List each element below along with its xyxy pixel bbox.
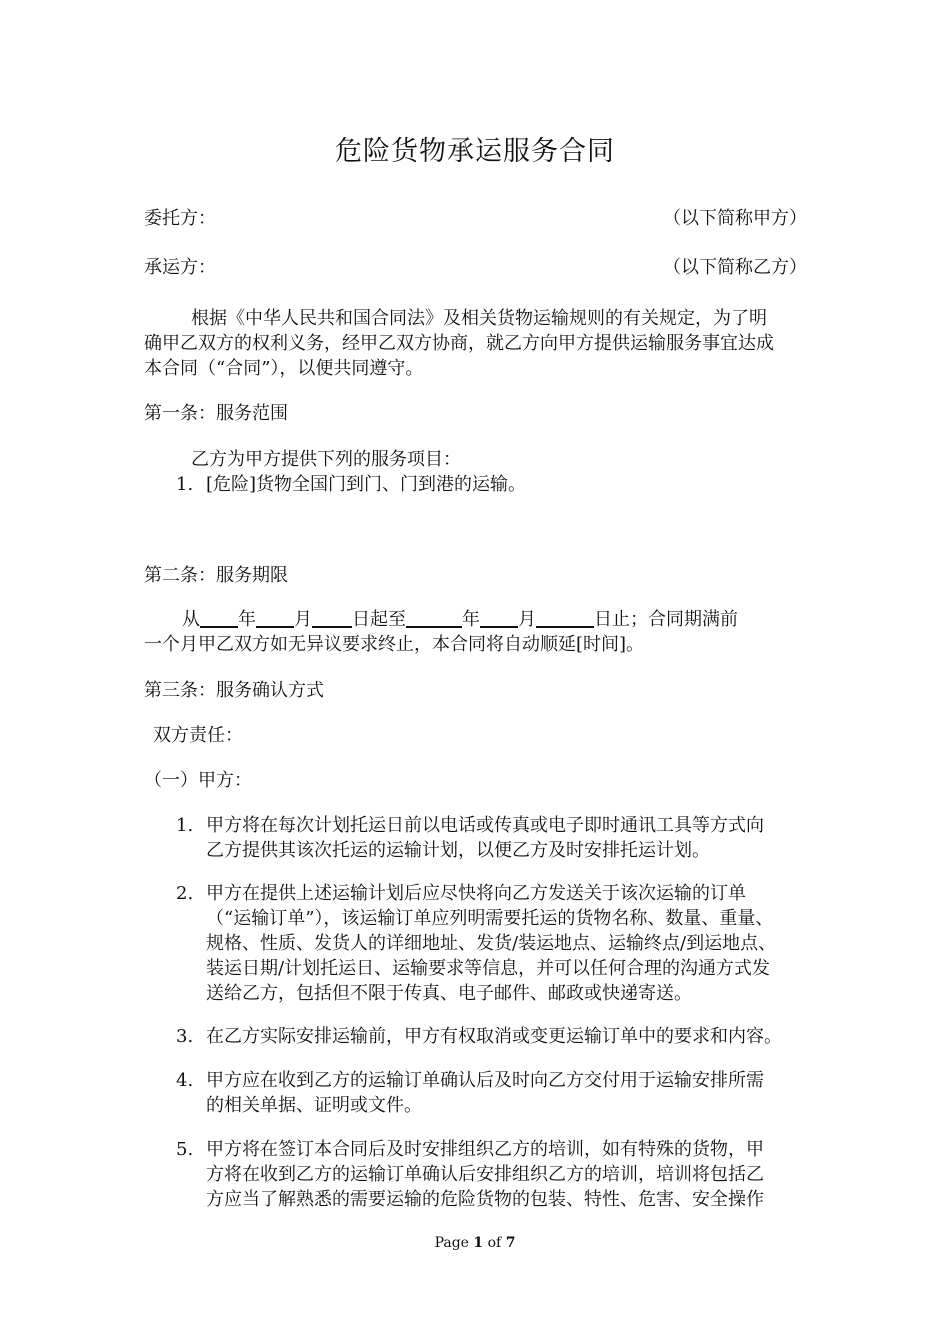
page-word: Page (434, 1235, 469, 1251)
list-item-line: 规格、性质、发货人的详细地址、发货/装运地点、运输终点/到运地点、 (206, 933, 777, 954)
list-item-line: 的相关单据、证明或文件。 (206, 1095, 422, 1116)
article1-heading: 第一条：服务范围 (144, 403, 288, 424)
intro-line: 确甲乙双方的权利义务，经甲乙双方协商，就乙方向甲方提供运输服务事宜达成 (144, 333, 774, 354)
blank-month-start[interactable] (256, 608, 294, 628)
blank-year-end[interactable] (406, 608, 462, 628)
carrier-party-label: 承运方： (144, 257, 216, 278)
list-item-line: 方应当了解熟悉的需要运输的危险货物的包装、特性、危害、安全操作 (206, 1189, 764, 1210)
term-year-word: 年 (462, 609, 480, 630)
list-item-line: 装运日期/计划托运日、运输要求等信息，并可以任何合理的沟通方式发 (206, 958, 771, 979)
blank-day-start[interactable] (312, 608, 352, 628)
list-item-line: 甲方将在每次计划托运日前以电话或传真或电子即时通讯工具等方式向 (206, 815, 764, 836)
term-end-word: 日止；合同期满前 (594, 609, 738, 630)
list-number: 2. (176, 883, 194, 904)
carrier-party-note: （以下简称乙方） (663, 257, 807, 278)
term-line-2: 一个月甲乙双方如无异议要求终止，本合同将自动顺延[时间]。 (144, 634, 645, 655)
blank-day-end[interactable] (536, 608, 594, 628)
list-item-line: 甲方应在收到乙方的运输订单确认后及时向乙方交付用于运输安排所需 (206, 1070, 764, 1091)
entrust-party-label: 委托方： (144, 208, 216, 229)
article3-heading: 第三条：服务确认方式 (144, 680, 324, 701)
list-number: 3. (176, 1026, 194, 1047)
list-item-line: 方将在收到乙方的运输订单确认后安排组织乙方的培训，培训将包括乙 (206, 1164, 764, 1185)
of-word: of (487, 1235, 502, 1251)
intro-line: 根据《中华人民共和国合同法》及相关货物运输规则的有关规定，为了明 (191, 308, 767, 329)
page-footer (0, 1233, 950, 1253)
blank-month-end[interactable] (480, 608, 518, 628)
list-number: 1. (176, 815, 194, 836)
list-number: 1. (176, 474, 194, 495)
entrust-party-note: （以下简称甲方） (663, 208, 807, 229)
intro-line: 本合同（“合同”），以便共同遵守。 (144, 358, 424, 379)
list-item-text: [危险]货物全国门到门、门到港的运输。 (206, 474, 527, 495)
list-number: 4. (176, 1070, 194, 1091)
list-item-line: （“运输订单”），该运输订单应列明需要托运的货物名称、数量、重量、 (206, 908, 774, 929)
term-year-word: 年 (238, 609, 256, 630)
list-item-line: 在乙方实际安排运输前，甲方有权取消或变更运输订单中的要求和内容。 (206, 1026, 782, 1047)
document-title: 危险货物承运服务合同 (335, 136, 615, 167)
term-month-word: 月 (518, 609, 536, 630)
duties-label: 双方责任： (153, 725, 243, 746)
term-start-word: 日起至 (352, 609, 406, 630)
article2-heading: 第二条：服务期限 (144, 565, 288, 586)
page-number: 1 (473, 1235, 484, 1251)
term-month-word: 月 (294, 609, 312, 630)
list-number: 5. (176, 1139, 194, 1160)
page-total: 7 (505, 1235, 516, 1251)
term-line (182, 607, 738, 633)
party-a-label: （一）甲方： (144, 770, 252, 791)
article1-lead: 乙方为甲方提供下列的服务项目： (191, 449, 461, 470)
list-item-line: 甲方将在签订本合同后及时安排组织乙方的培训，如有特殊的货物，甲 (206, 1139, 764, 1160)
blank-year-start[interactable] (200, 608, 238, 628)
term-from: 从 (182, 609, 200, 630)
list-item-line: 送给乙方，包括但不限于传真、电子邮件、邮政或快递寄送。 (206, 983, 692, 1004)
list-item-line: 乙方提供其该次托运的运输计划，以便乙方及时安排托运计划。 (206, 840, 710, 861)
list-item-line: 甲方在提供上述运输计划后应尽快将向乙方发送关于该次运输的订单 (206, 883, 746, 904)
